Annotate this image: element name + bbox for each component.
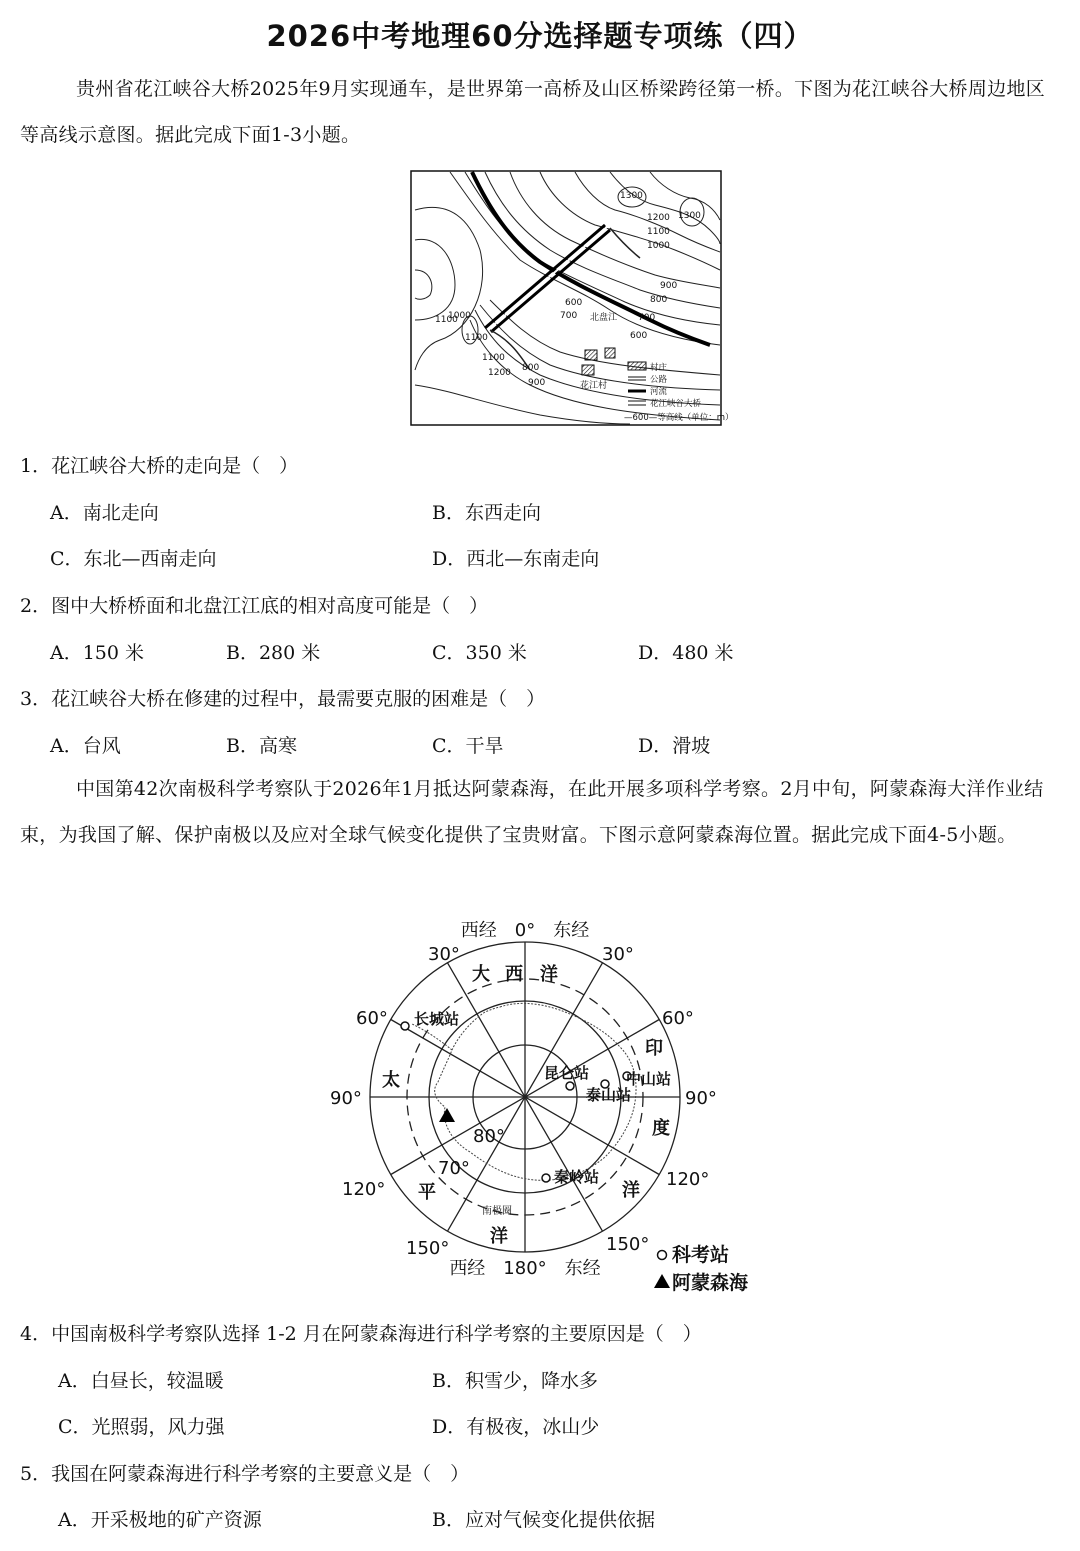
contour-label: 1100 xyxy=(482,353,505,363)
q3-option-b[interactable]: B．高寒 xyxy=(226,735,297,757)
contour-label: 1000 xyxy=(448,311,471,321)
q2-option-a[interactable]: A．150 米 xyxy=(50,642,145,664)
lat-80: 80° xyxy=(473,1126,505,1147)
atlantic-char: 西 xyxy=(505,964,523,985)
q2-option-d[interactable]: D．480 米 xyxy=(638,642,734,664)
bottom-label: 西经 180° 东经 xyxy=(449,1258,601,1279)
question-3: 3．花江峡谷大桥在修建的过程中，最需要克服的困难是（ ） xyxy=(20,688,546,710)
contour-label: 1200 xyxy=(647,213,670,223)
contour-label: 1000 xyxy=(647,241,670,251)
q4-option-b[interactable]: B．积雪少，降水多 xyxy=(432,1370,598,1392)
contour-label: 900 xyxy=(528,378,546,388)
deg-60-west: 60° xyxy=(356,1008,388,1029)
station-kunlun: 昆仑站 xyxy=(544,1064,590,1082)
question-1: 1．花江峡谷大桥的走向是（ ） xyxy=(20,455,299,477)
legend-station: 科考站 xyxy=(672,1244,730,1266)
contour-label: 1100 xyxy=(435,315,458,325)
lat-70: 70° xyxy=(438,1158,470,1179)
q1-option-a[interactable]: A．南北走向 xyxy=(50,502,159,524)
deg-90-west: 90° xyxy=(330,1088,362,1109)
antarctic-map xyxy=(320,912,770,1297)
q5-option-a[interactable]: A．开采极地的矿产资源 xyxy=(58,1509,262,1531)
indian-char: 度 xyxy=(652,1118,670,1139)
contour-label: 800 xyxy=(650,295,668,305)
legend-river: 河流 xyxy=(650,387,668,397)
antarctic-circle-label: 南极圈 xyxy=(482,1206,512,1217)
legend-road: 公路 xyxy=(650,375,668,385)
station-taishan: 泰山站 xyxy=(586,1086,632,1104)
deg-150-west: 150° xyxy=(406,1238,450,1259)
page-title: 2026中考地理60分选择题专项练（四） xyxy=(266,19,814,53)
deg-120-east: 120° xyxy=(666,1169,710,1190)
pacific-char: 洋 xyxy=(490,1226,508,1247)
pacific-char: 太 xyxy=(382,1070,400,1091)
contour-label: 1300 xyxy=(678,211,701,221)
station-zhongshan: 中山站 xyxy=(626,1070,672,1088)
contour-map xyxy=(410,170,734,426)
deg-30-west: 30° xyxy=(428,944,460,965)
deg-90-east: 90° xyxy=(685,1088,717,1109)
q5-option-b[interactable]: B．应对气候变化提供依据 xyxy=(432,1509,655,1531)
contour-label: 600 xyxy=(565,298,583,308)
contour-label: 1200 xyxy=(488,368,511,378)
legend-bridge: 花江峡谷大桥 xyxy=(650,399,702,409)
deg-120-west: 120° xyxy=(342,1179,386,1200)
passage-2: 中国第42次南极科学考察队于2026年1月抵达阿蒙森海，在此开展多项科学考察。2月中旬，阿蒙森海大洋作业结束，为我国了解、保护南极以及应对全球气候变化提供了宝贵财富。下图示意阿蒙森海位置。据此完成下面4-5小题。 xyxy=(20,778,1044,846)
pacific-char: 平 xyxy=(418,1182,436,1203)
indian-char: 洋 xyxy=(622,1180,640,1201)
contour-label: 1100 xyxy=(647,227,670,237)
q4-option-d[interactable]: D．有极夜，冰山少 xyxy=(432,1416,600,1438)
q3-option-c[interactable]: C．干旱 xyxy=(432,735,504,757)
question-4: 4．中国南极科学考察队选择 1-2 月在阿蒙森海进行科学考察的主要原因是（ ） xyxy=(20,1323,702,1345)
river-label: 北盘江 xyxy=(590,313,618,323)
legend-amundsen-sea: 阿蒙森海 xyxy=(672,1272,749,1294)
passage-1: 贵州省花江峡谷大桥2025年9月实现通车，是世界第一高桥及山区桥梁跨径第一桥。下图为花江峡谷大桥周边地区等高线示意图。据此完成下面1-3小题。 xyxy=(20,78,1046,146)
station-changcheng: 长城站 xyxy=(414,1010,460,1028)
indian-char: 印 xyxy=(645,1038,663,1059)
q2-option-b[interactable]: B．280 米 xyxy=(226,642,321,664)
contour-label: 700 xyxy=(560,311,578,321)
top-label: 西经 0° 东经 xyxy=(460,920,590,941)
deg-60-east: 60° xyxy=(662,1008,694,1029)
q3-option-a[interactable]: A．台风 xyxy=(50,735,121,757)
atlantic-char: 大 xyxy=(472,964,490,985)
q2-option-c[interactable]: C．350 米 xyxy=(432,642,527,664)
question-2: 2．图中大桥桥面和北盘江江底的相对高度可能是（ ） xyxy=(20,595,489,617)
legend-contour: —600—等高线（单位：m） xyxy=(624,413,734,423)
station-qinling: 秦岭站 xyxy=(554,1168,600,1186)
deg-150-east: 150° xyxy=(606,1234,650,1255)
contour-label: 1100 xyxy=(465,333,488,343)
contour-label: 800 xyxy=(522,363,540,373)
village-label: 花江村 xyxy=(580,381,608,391)
contour-label: 600 xyxy=(630,331,648,341)
contour-label: 700 xyxy=(638,313,656,323)
q4-option-c[interactable]: C．光照弱，风力强 xyxy=(58,1416,225,1438)
atlantic-char: 洋 xyxy=(540,964,558,985)
deg-30-east: 30° xyxy=(602,944,634,965)
legend-village: 村庄 xyxy=(650,363,668,373)
contour-label: 1300 xyxy=(620,191,643,201)
q1-option-d[interactable]: D．西北—东南走向 xyxy=(432,548,600,570)
q4-option-a[interactable]: A．白昼长，较温暖 xyxy=(58,1370,224,1392)
q3-option-d[interactable]: D．滑坡 xyxy=(638,735,711,757)
q1-option-c[interactable]: C．东北—西南走向 xyxy=(50,548,217,570)
amundsen-sea-marker xyxy=(439,1108,455,1122)
q1-option-b[interactable]: B．东西走向 xyxy=(432,502,541,524)
question-5: 5．我国在阿蒙森海进行科学考察的主要意义是（ ） xyxy=(20,1463,470,1485)
contour-label: 900 xyxy=(660,281,678,291)
